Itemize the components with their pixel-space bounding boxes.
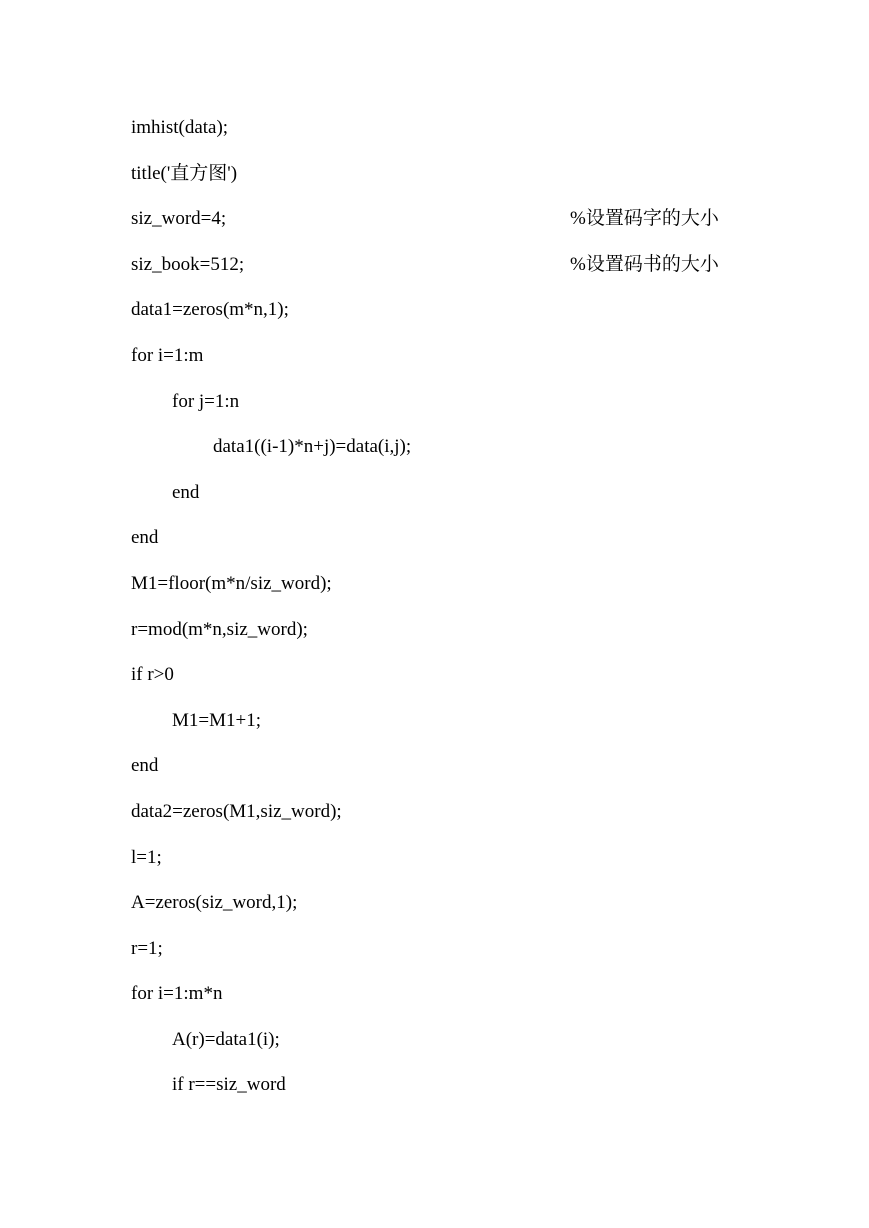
code-line <box>131 660 771 706</box>
code-line <box>131 523 771 569</box>
code-text: l=1; <box>131 846 162 868</box>
code-text: for j=1:n <box>172 390 240 412</box>
code-text: r=mod(m*n,siz_word); <box>131 618 308 640</box>
code-line <box>131 569 771 615</box>
code-text: imhist(data); <box>131 117 229 138</box>
code-text: end <box>131 755 159 777</box>
code-line <box>131 934 771 980</box>
code-comment: %设置码书的大小 <box>570 253 719 275</box>
code-text: end <box>131 527 159 549</box>
code-text: A=zeros(siz_word,1); <box>131 892 298 914</box>
code-text: M1=floor(m*n/siz_word); <box>131 572 332 594</box>
code-line <box>131 888 771 934</box>
code-line <box>131 615 771 661</box>
code-line <box>131 295 771 341</box>
code-line <box>131 341 771 387</box>
code-text: end <box>172 481 200 503</box>
code-line <box>131 751 771 797</box>
code-text: if r>0 <box>131 664 174 686</box>
code-text: for i=1:m <box>131 344 204 366</box>
code-line <box>131 1025 771 1071</box>
code-text: r=1; <box>131 937 163 959</box>
code-line <box>131 159 771 205</box>
code-line <box>131 1070 771 1116</box>
code-text: M1=M1+1; <box>172 709 261 731</box>
code-line <box>131 478 771 524</box>
code-text: data1((i-1)*n+j)=data(i,j); <box>213 436 412 458</box>
code-line <box>131 797 771 843</box>
code-line <box>131 250 771 296</box>
code-text: if r==siz_word <box>172 1074 286 1096</box>
code-text: data1=zeros(m*n,1); <box>131 299 289 321</box>
code-text: A(r)=data1(i); <box>172 1028 280 1050</box>
code-line <box>131 204 771 250</box>
code-line <box>131 706 771 752</box>
code-text: siz_word=4; <box>131 208 227 230</box>
code-text: title('直方图') <box>131 162 238 184</box>
code-listing <box>131 113 771 1116</box>
code-line <box>131 387 771 433</box>
code-line <box>131 113 771 159</box>
code-line <box>131 979 771 1025</box>
code-text: for i=1:m*n <box>131 983 223 1005</box>
code-comment: %设置码字的大小 <box>570 208 719 230</box>
code-line <box>131 843 771 889</box>
code-line <box>131 432 771 478</box>
code-text: data2=zeros(M1,siz_word); <box>131 800 342 822</box>
code-text: siz_book=512; <box>131 253 245 275</box>
